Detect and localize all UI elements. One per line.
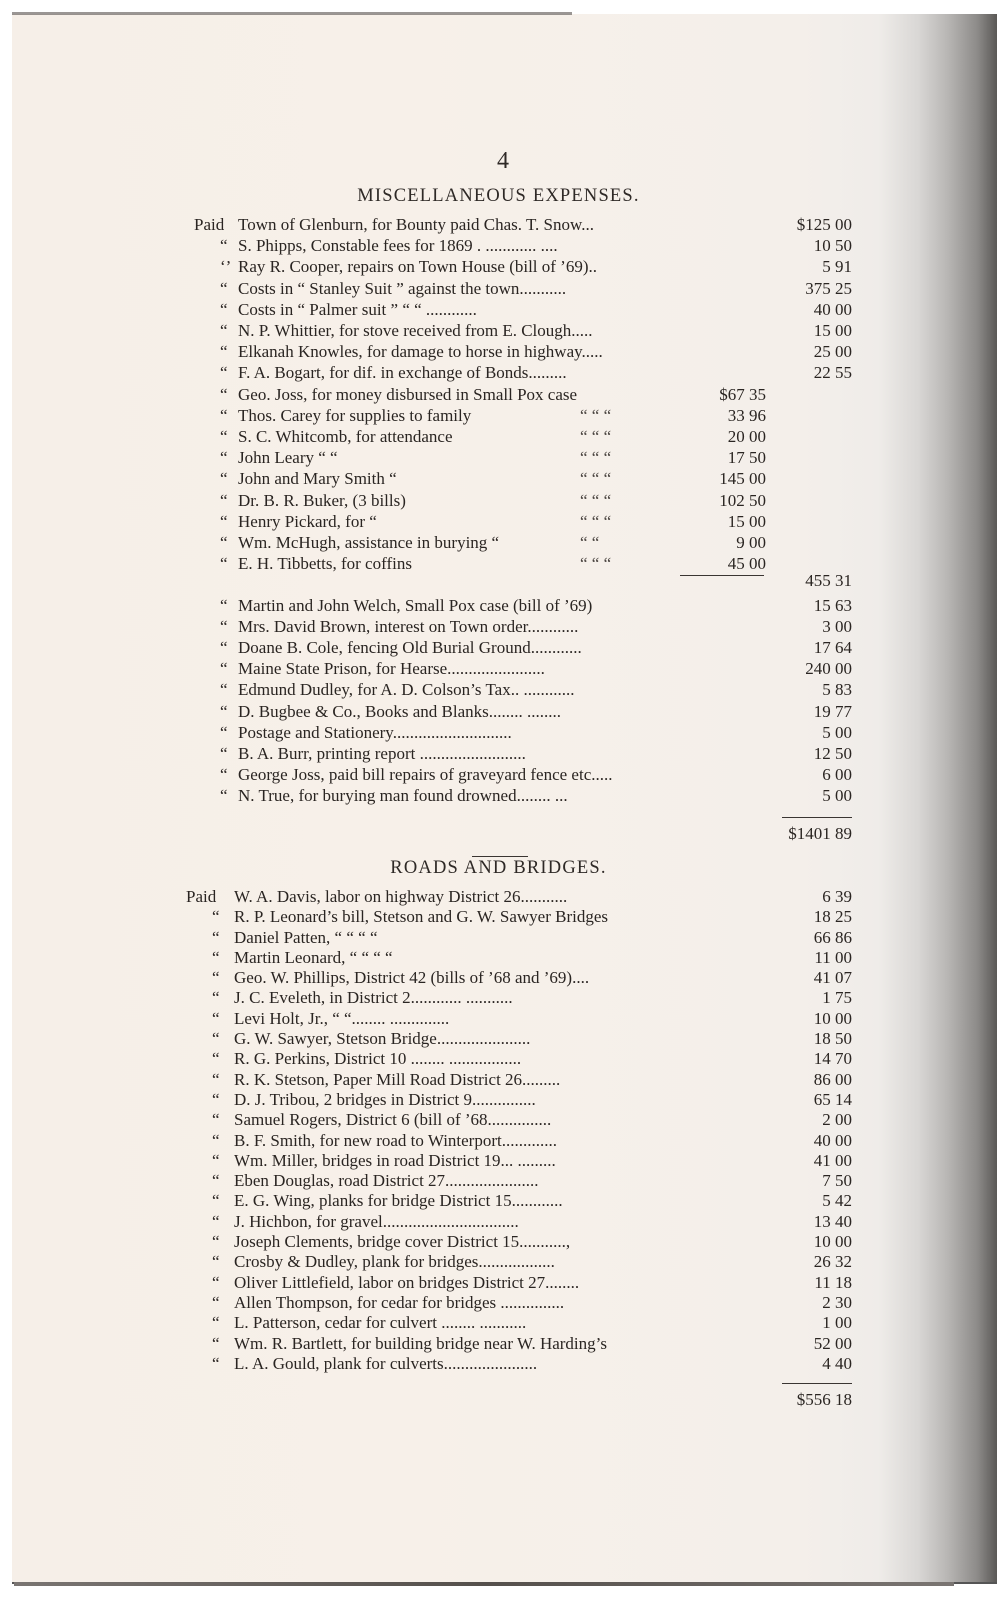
entry-amount: 40 00: [813, 300, 852, 319]
ledger-row: [0, 1069, 997, 1090]
entry-description: Samuel Rogers, District 6 (bill of ’68...............: [234, 1110, 552, 1129]
entry-description: L. Patterson, cedar for culvert ........ ...........: [234, 1313, 527, 1332]
entry-description: R. K. Stetson, Paper Mill Road District 26.........: [234, 1070, 561, 1089]
ledger-row: [0, 967, 997, 988]
entry-description: Martin Leonard, “ “ “ “: [234, 948, 393, 967]
entry-sub-amount: 9 00: [736, 533, 766, 552]
entry-amount: 7 50: [822, 1171, 852, 1190]
entry-description: Costs in “ Stanley Suit ” against the town...........: [238, 279, 567, 298]
entry-amount: 15 00: [813, 321, 852, 340]
ledger-row: [0, 679, 997, 700]
ditto-prefix: “: [212, 1029, 220, 1048]
ledger-row: [0, 616, 997, 637]
ledger-row: [0, 1028, 997, 1049]
entry-description: J. C. Eveleth, in District 2............ ...........: [234, 988, 513, 1007]
entry-amount: 6 00: [822, 765, 852, 784]
total-rule: [782, 1383, 852, 1384]
entry-description: D. Bugbee & Co., Books and Blanks........ ........: [238, 702, 561, 721]
entry-amount: 15 63: [813, 596, 852, 615]
ditto-prefix: “: [212, 948, 220, 967]
ditto-prefix: Paid: [194, 215, 225, 234]
ditto-prefix: “: [220, 363, 228, 382]
entry-amount: 40 00: [813, 1131, 852, 1150]
entry-description: Levi Holt, Jr., “ “........ ..............: [234, 1009, 450, 1028]
entry-description: N. True, for burying man found drowned........ ...: [238, 786, 568, 805]
entry-description: Elkanah Knowles, for damage to horse in highway.....: [238, 342, 603, 361]
ditto-prefix: “: [220, 554, 228, 573]
entry-amount: 11 18: [814, 1273, 852, 1292]
ledger-row: [0, 637, 997, 658]
entry-amount: 41 00: [813, 1151, 852, 1170]
ditto-prefix: “: [220, 533, 228, 552]
entry-amount: 18 50: [813, 1029, 852, 1048]
entry-amount: 19 77: [813, 702, 852, 721]
ledger-row: [0, 1008, 997, 1029]
ditto-prefix: “: [212, 1131, 220, 1150]
ledger-row: [0, 947, 997, 968]
section-title-roads: ROADS AND BRIDGES.: [390, 858, 607, 878]
entry-sub-amount: 17 50: [727, 448, 766, 467]
ditto-prefix: “: [212, 1191, 220, 1210]
ledger-row: [0, 927, 997, 948]
entry-description: F. A. Bogart, for dif. in exchange of Bonds.........: [238, 363, 567, 382]
ditto-marks: “ “ “: [580, 512, 612, 531]
ditto-prefix: “: [220, 659, 228, 678]
smallpox-row: [0, 447, 997, 468]
ledger-row: [0, 1292, 997, 1313]
ditto-prefix: “: [220, 279, 228, 298]
smallpox-row: [0, 384, 997, 405]
ledger-row: [0, 743, 997, 764]
entry-description: W. A. Davis, labor on highway District 26...........: [234, 887, 568, 906]
ditto-prefix: “: [220, 702, 228, 721]
entry-description: Geo. W. Phillips, District 42 (bills of ’68 and ’69)....: [234, 968, 590, 987]
ledger-row: [0, 886, 997, 907]
entry-description: Town of Glenburn, for Bounty paid Chas. T. Snow...: [238, 215, 594, 234]
ditto-marks: “ “ “: [580, 491, 612, 510]
ledger-row: [0, 701, 997, 722]
ditto-prefix: “: [212, 1252, 220, 1271]
ditto-prefix: “: [212, 1110, 220, 1129]
ditto-prefix: “: [220, 385, 228, 404]
ditto-prefix: “: [220, 469, 228, 488]
entry-description: R. P. Leonard’s bill, Stetson and G. W. Sawyer Bridges: [234, 907, 608, 926]
entry-amount: 1 75: [822, 988, 852, 1007]
ledger-row: [0, 722, 997, 743]
entry-description: Thos. Carey for supplies to family: [238, 406, 472, 425]
smallpox-row: [0, 511, 997, 532]
roads-total: $556 18: [796, 1390, 852, 1409]
entry-description: Geo. Joss, for money disbursed in Small Pox case: [238, 385, 578, 404]
entry-description: Oliver Littlefield, labor on bridges District 27........: [234, 1273, 580, 1292]
entry-sub-amount: $67 35: [719, 385, 766, 404]
entry-description: D. J. Tribou, 2 bridges in District 9...............: [234, 1090, 536, 1109]
smallpox-row: [0, 490, 997, 511]
ditto-prefix: “: [220, 680, 228, 699]
entry-amount: 65 14: [813, 1090, 852, 1109]
smallpox-row: [0, 426, 997, 447]
ledger-row: [0, 906, 997, 927]
ledger-row: [0, 1089, 997, 1110]
entry-amount: 66 86: [813, 928, 852, 947]
ditto-prefix: “: [220, 512, 228, 531]
entry-description: Postage and Stationery............................: [238, 723, 512, 742]
entry-description: Dr. B. R. Buker, (3 bills): [238, 491, 406, 510]
ditto-prefix: “: [220, 617, 228, 636]
entry-amount: 3 00: [822, 617, 852, 636]
entry-description: B. A. Burr, printing report .........................: [238, 744, 526, 763]
entry-description: Martin and John Welch, Small Pox case (bill of ’69): [238, 596, 593, 615]
ditto-prefix: “: [220, 491, 228, 510]
page-bottom-edge: [14, 1582, 954, 1586]
ledger-row: [0, 1150, 997, 1171]
entry-description: Allen Thompson, for cedar for bridges ...............: [234, 1293, 565, 1312]
entry-description: Eben Douglas, road District 27......................: [234, 1171, 539, 1190]
entry-description: J. Hichbon, for gravel................................: [234, 1212, 519, 1231]
ditto-prefix: “: [220, 236, 228, 255]
ledger-row: [0, 1312, 997, 1333]
entry-amount: 13 40: [813, 1212, 852, 1231]
ditto-prefix: “: [212, 988, 220, 1007]
entry-amount: 5 00: [822, 723, 852, 742]
entry-description: Maine State Prison, for Hearse.......................: [238, 659, 545, 678]
entry-description: Joseph Clements, bridge cover District 15...........,: [234, 1232, 571, 1251]
ledger-row: [0, 1170, 997, 1191]
ditto-prefix: “: [212, 1070, 220, 1089]
ditto-prefix: “: [212, 907, 220, 926]
ditto-prefix: “: [212, 1334, 220, 1353]
entry-description: Costs in “ Palmer suit ” “ “ ............: [238, 300, 477, 319]
entry-amount: 4 40: [822, 1354, 852, 1373]
section-divider: [472, 856, 528, 857]
ditto-prefix: “: [220, 765, 228, 784]
ledger-row: [0, 658, 997, 679]
entry-amount: 52 00: [813, 1334, 852, 1353]
page-top-edge: [12, 12, 572, 15]
ditto-prefix: “: [220, 448, 228, 467]
entry-amount: 11 00: [814, 948, 852, 967]
ledger-row: [0, 1190, 997, 1211]
entry-description: Daniel Patten, “ “ “ “: [234, 928, 378, 947]
ditto-prefix: “: [220, 744, 228, 763]
entry-description: John Leary “ “: [238, 448, 338, 467]
ditto-prefix: “: [220, 596, 228, 615]
ditto-marks: “ “ “: [580, 427, 612, 446]
ledger-row: [0, 1211, 997, 1232]
entry-amount: 41 07: [813, 968, 852, 987]
smallpox-row: [0, 405, 997, 426]
ditto-marks: “ “ “: [580, 448, 612, 467]
ledger-row: [0, 341, 997, 362]
entry-description: Crosby & Dudley, plank for bridges..................: [234, 1252, 555, 1271]
ditto-marks: “ “ “: [580, 469, 612, 488]
entry-description: Wm. McHugh, assistance in burying “: [238, 533, 500, 552]
section-title-misc: MISCELLANEOUS EXPENSES.: [357, 186, 640, 206]
ditto-prefix: “: [220, 342, 228, 361]
ledger-row: [0, 785, 997, 806]
ditto-prefix: “: [220, 786, 228, 805]
ledger-row: [0, 1109, 997, 1130]
ledger-row: [0, 320, 997, 341]
entry-sub-amount: 15 00: [727, 512, 766, 531]
entry-amount: 12 50: [813, 744, 852, 763]
ledger-row: [0, 278, 997, 299]
entry-description: George Joss, paid bill repairs of graveyard fence etc.....: [238, 765, 613, 784]
ditto-prefix: “: [212, 1293, 220, 1312]
ditto-marks: “ “ “: [580, 554, 612, 573]
entry-description: Mrs. David Brown, interest on Town order............: [238, 617, 579, 636]
entry-amount: 14 70: [813, 1049, 852, 1068]
misc-total: $1401 89: [788, 824, 852, 843]
entry-amount: 18 25: [813, 907, 852, 926]
ditto-prefix: “: [212, 1313, 220, 1332]
ditto-prefix: “: [220, 427, 228, 446]
entry-sub-amount: 102 50: [719, 491, 766, 510]
entry-sub-amount: 145 00: [719, 469, 766, 488]
ledger-row: [0, 1353, 997, 1374]
ditto-prefix: “: [220, 321, 228, 340]
ditto-prefix: “: [212, 1354, 220, 1373]
smallpox-subtotal: 455 31: [805, 571, 852, 590]
ledger-row: [0, 987, 997, 1008]
ledger-row: [0, 235, 997, 256]
entry-description: Edmund Dudley, for A. D. Colson’s Tax.. ............: [238, 680, 575, 699]
entry-description: Wm. Miller, bridges in road District 19... .........: [234, 1151, 556, 1170]
ditto-prefix: “: [212, 1171, 220, 1190]
entry-amount: 6 39: [822, 887, 852, 906]
entry-amount: 5 83: [822, 680, 852, 699]
entry-amount: 2 00: [822, 1110, 852, 1129]
smallpox-row: [0, 532, 997, 553]
entry-description: G. W. Sawyer, Stetson Bridge......................: [234, 1029, 531, 1048]
entry-description: E. H. Tibbetts, for coffins: [238, 554, 412, 573]
entry-amount: 10 50: [813, 236, 852, 255]
entry-amount: 2 30: [822, 1293, 852, 1312]
entry-amount: 26 32: [813, 1252, 852, 1271]
ditto-marks: “ “: [580, 533, 600, 552]
entry-description: N. P. Whittier, for stove received from E. Clough.....: [238, 321, 593, 340]
ditto-prefix: “: [220, 638, 228, 657]
ledger-row: [0, 1333, 997, 1354]
entry-description: E. G. Wing, planks for bridge District 15............: [234, 1191, 563, 1210]
ditto-prefix: “: [212, 928, 220, 947]
entry-amount: 10 00: [813, 1232, 852, 1251]
ditto-prefix: “: [212, 968, 220, 987]
entry-amount: 10 00: [813, 1009, 852, 1028]
total-row: [0, 1389, 997, 1410]
total-row: [0, 823, 997, 844]
ledger-row: [0, 256, 997, 277]
entry-amount: 86 00: [813, 1070, 852, 1089]
smallpox-row: [0, 468, 997, 489]
entry-description: S. C. Whitcomb, for attendance: [238, 427, 453, 446]
entry-description: Ray R. Cooper, repairs on Town House (bill of ’69)..: [238, 257, 598, 276]
ledger-row: [0, 299, 997, 320]
entry-sub-amount: 33 96: [727, 406, 766, 425]
entry-description: B. F. Smith, for new road to Winterport.............: [234, 1131, 557, 1150]
entry-amount: 25 00: [813, 342, 852, 361]
ditto-prefix: “: [212, 1232, 220, 1251]
ditto-prefix: “: [220, 300, 228, 319]
ditto-prefix: Paid: [186, 887, 217, 906]
entry-description: R. G. Perkins, District 10 ........ .................: [234, 1049, 522, 1068]
entry-amount: 375 25: [805, 279, 852, 298]
ditto-prefix: “: [220, 723, 228, 742]
ledger-row: [0, 214, 997, 235]
entry-description: John and Mary Smith “: [238, 469, 397, 488]
ditto-prefix: “: [212, 1049, 220, 1068]
entry-amount: 240 00: [805, 659, 852, 678]
entry-amount: 17 64: [813, 638, 852, 657]
page-number: 4: [497, 148, 509, 174]
ledger-row: [0, 595, 997, 616]
entry-description: S. Phipps, Constable fees for 1869 . ............ ....: [238, 236, 558, 255]
entry-description: Wm. R. Bartlett, for building bridge near W. Harding’s: [234, 1334, 607, 1353]
entry-amount: 22 55: [813, 363, 852, 382]
ledger-row: [0, 1251, 997, 1272]
entry-description: Henry Pickard, for “: [238, 512, 377, 531]
entry-sub-amount: 45 00: [727, 554, 766, 573]
entry-sub-amount: 20 00: [727, 427, 766, 446]
ledger-row: [0, 1231, 997, 1252]
entry-amount: $125 00: [796, 215, 852, 234]
ledger-row: [0, 764, 997, 785]
subtotal-row: [0, 570, 997, 591]
entry-description: Doane B. Cole, fencing Old Burial Ground............: [238, 638, 582, 657]
ditto-prefix: “: [212, 1151, 220, 1170]
ditto-prefix: ‘’: [220, 257, 232, 276]
ditto-marks: “ “ “: [580, 406, 612, 425]
entry-amount: 1 00: [822, 1313, 852, 1332]
ledger-row: [0, 1130, 997, 1151]
ditto-prefix: “: [212, 1009, 220, 1028]
total-rule: [782, 817, 852, 818]
entry-amount: 5 42: [822, 1191, 852, 1210]
ditto-prefix: “: [212, 1273, 220, 1292]
ditto-prefix: “: [212, 1090, 220, 1109]
ledger-row: [0, 1272, 997, 1293]
ditto-prefix: “: [220, 406, 228, 425]
entry-amount: 5 00: [822, 786, 852, 805]
ledger-row: [0, 362, 997, 383]
ditto-prefix: “: [212, 1212, 220, 1231]
ledger-row: [0, 1048, 997, 1069]
entry-description: L. A. Gould, plank for culverts......................: [234, 1354, 538, 1373]
entry-amount: 5 91: [822, 257, 852, 276]
